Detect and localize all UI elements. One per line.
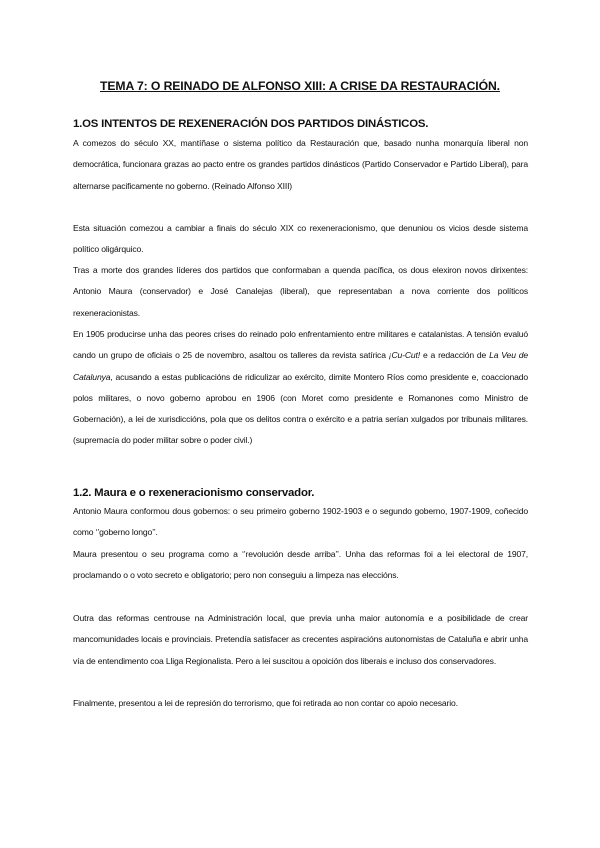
cu-cut-title: ¡Cu-Cut! (388, 350, 421, 361)
section1-paragraph-1: A comezos do século XX, mantíñase o sistema político da Restauración que, basado nunha monarquía liberal non democrática, funcionara grazas ao pacto entre os grandes partidos dinásticos (Partido Conservador e Partido Liberal), para alternarse pacificamente no goberno. (Reinado Alfonso XIII) (73, 138, 528, 191)
veu-catalunya-title: La Veu de Catalunya (73, 350, 529, 382)
document-title: TEMA 7: O REINADO DE ALFONSO XIII: A CRISE DA RESTAURACIÓN. (100, 79, 500, 93)
p4-text-c: , acusando a estas publicacións de ridiculizar ao exército, dimite Montero Ríos como presidente e, coaccionado polos militares, o novo goberno aprobou en 1906 (con Moret como presidente e Romanones como Ministro de Gobernación), a lei de xurisdiccións, pola que os delitos contra o exército e a patria serían xulgados por tribunais militares. (supremacía do poder militar sobre o poder civil.) (73, 371, 528, 446)
section2-paragraph-3: Outra das reformas centrouse na Administración local, que previa unha maior autonomía e a posibilidade de crear mancomunidades locais e provinciais. Pretendía satisfacer as crecentes aspiracións autonomistas de Cataluña e abrir unha vía de entendimento coa Lliga Regionalista. Pero a lei suscitou a opoición dos liberais e incluso dos conservadores. (73, 613, 528, 666)
p4-text-b: e a redacción de (420, 350, 490, 361)
section1-paragraph-2: Esta situación comezou a cambiar a finais do século XIX co rexeneracionismo, que denuniou os vicios desde sistema político oligárquico. (73, 223, 528, 255)
section-heading-2: 1.2. Maura e o rexeneracionismo conservador. (73, 487, 315, 499)
section-heading-1: 1.OS INTENTOS DE REXENERACIÓN DOS PARTIDOS DINÁSTICOS. (73, 118, 429, 130)
section2-paragraph-1: Antonio Maura conformou dous gobernos: o seu primeiro goberno 1902-1903 e o segundo goberno, 1907-1909, coñecido como ‘’goberno longo’’. (73, 506, 528, 538)
section1-paragraph-3: Tras a morte dos grandes líderes dos partidos que conformaban a quenda pacífica, os dous elexiron novos dirixentes: Antonio Maura (conservador) e José Canalejas (liberal), que representaban a nova corriente dos políticos rexeneracionistas. (73, 265, 528, 318)
p4-text-a: En 1905 producirse unha das peores crises do reinado polo enfrentamiento entre militares e catalanistas. A tensión evaluó cando un grupo de oficiais o 25 de novembro, asaltou os talleres da revista satírica (73, 329, 528, 361)
section2-paragraph-2: Maura presentou o seu programa como a ‘’revolución desde arriba’’. Unha das reformas foi a lei electoral de 1907, proclamando o o voto secreto e obligatorio; pero non conseguiu a limpeza nas eleccións. (73, 549, 528, 581)
section2-paragraph-4: Finalmente, presentou a lei de represión do terrorismo, que foi retirada ao non contar co apoio necesario. (73, 698, 458, 708)
section1-paragraph-4 (73, 324, 528, 452)
